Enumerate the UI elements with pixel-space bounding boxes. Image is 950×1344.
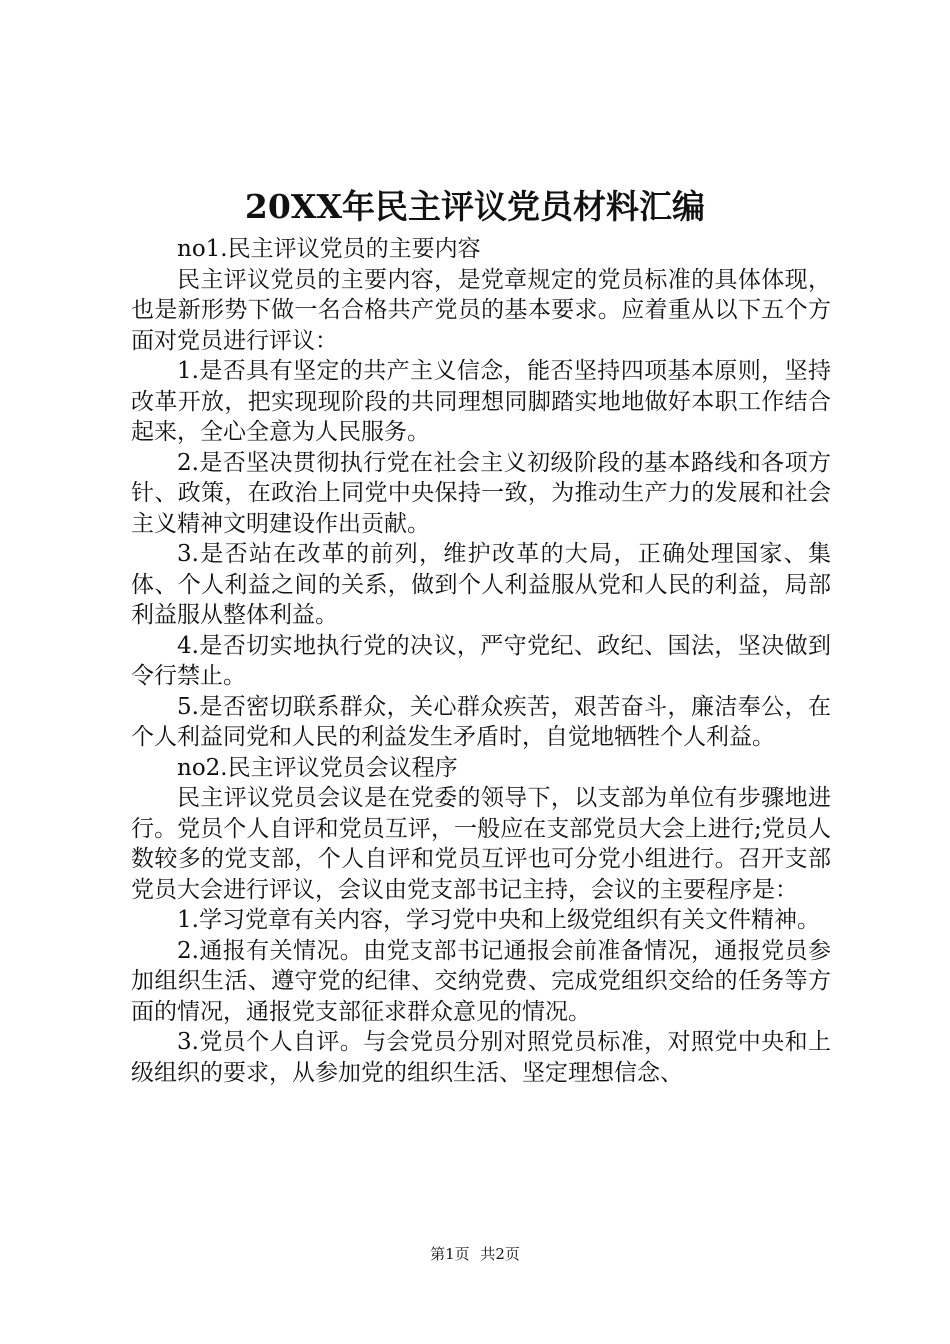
list-item: 1.学习党章有关内容，学习党中央和上级党组织有关文件精神。 xyxy=(177,907,820,933)
document-body xyxy=(131,234,831,1088)
list-item: 1.是否具有坚定的共产主义信念，能否坚持四项基本原则，坚持改革开放，把实现现阶段的共同理想同脚踏实地地做好本职工作结合起来，全心全意为人民服务。 xyxy=(131,358,831,445)
list-item: 2.是否坚决贯彻执行党在社会主义初级阶段的基本路线和各项方针、政策，在政治上同党中央保持一致，为推动生产力的发展和社会主义精神文明建设作出贡献。 xyxy=(131,449,831,537)
list-item: 4.是否切实地执行党的决议，严守党纪、政纪、国法，坚决做到令行禁止。 xyxy=(131,632,831,689)
document-title: 20XX年民主评议党员材料汇编 xyxy=(244,187,706,226)
list-item: 5.是否密切联系群众，关心群众疾苦，艰苦奋斗，廉洁奉公，在个人利益同党和人民的利益发生矛盾时，自觉地牺牲个人利益。 xyxy=(131,693,831,750)
list-item: 3.党员个人自评。与会党员分别对照党员标准，对照党中央和上级组织的要求，从参加党的组织生活、坚定理想信念、 xyxy=(131,1029,831,1086)
page-number: 第1页 xyxy=(430,1245,470,1263)
page-total: 共2页 xyxy=(480,1245,520,1263)
page-footer xyxy=(0,1243,950,1265)
list-item: 2.通报有关情况。由党支部书记通报会前准备情况，通报党员参加组织生活、遵守党的纪律、交纳党费、完成党组织交给的任务等方面的情况，通报党支部征求群众意见的情况。 xyxy=(131,937,831,1025)
list-item: 3.是否站在改革的前列，维护改革的大局，正确处理国家、集体、个人利益之间的关系，做到个人利益服从党和人民的利益，局部利益服从整体利益。 xyxy=(131,541,831,628)
section-heading: no2.民主评议党员会议程序 xyxy=(177,754,458,781)
section-heading: no1.民主评议党员的主要内容 xyxy=(177,236,481,262)
paragraph: 民主评议党员的主要内容，是党章规定的党员标准的具体体现，也是新形势下做一名合格共产党员的基本要求。应着重从以下五个方面对党员进行评议： xyxy=(131,266,831,354)
paragraph: 民主评议党员会议是在党委的领导下，以支部为单位有步骤地进行。党员个人自评和党员互评，一般应在支部党员大会上进行;党员人数较多的党支部，个人自评和党员互评也可分党小组进行。召开支部党员大会进行评议，会议由党支部书记主持，会议的主要程序是： xyxy=(131,785,831,903)
